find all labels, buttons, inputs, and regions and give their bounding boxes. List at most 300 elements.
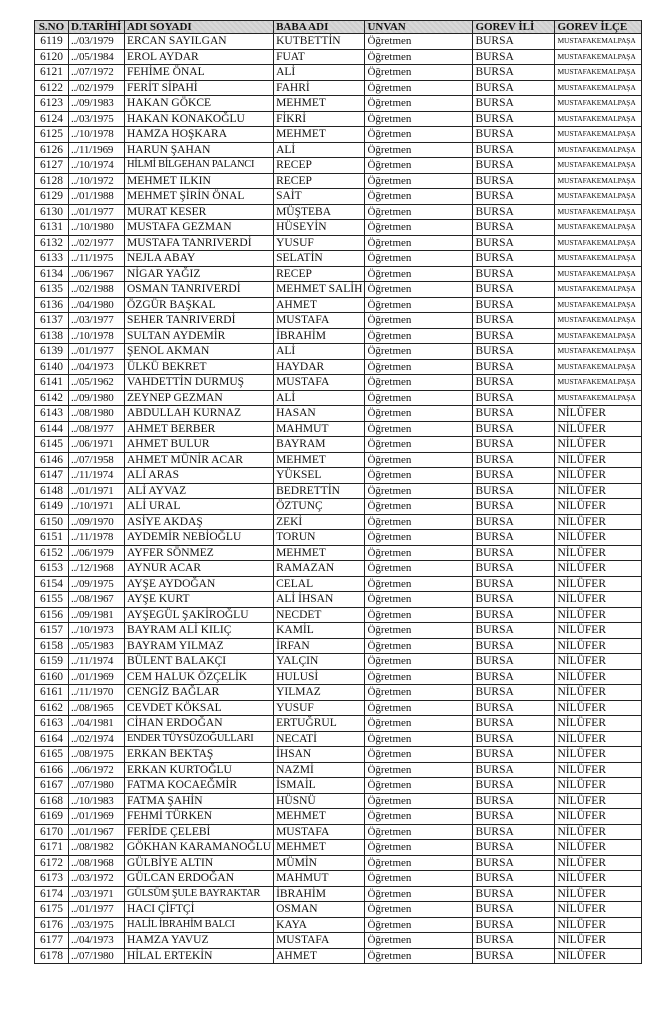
cell-full-name: AYŞEGÜL ŞAKİROĞLU: [125, 607, 274, 623]
table-row: [35, 592, 642, 608]
cell-full-name: HALİL İBRAHİM BALCI: [125, 917, 274, 933]
cell-district: NİLÜFER: [555, 545, 642, 561]
cell-full-name: CİHAN ERDOĞAN: [125, 716, 274, 732]
cell-birth-date: ../08/1977: [69, 421, 125, 437]
table-row: [35, 266, 642, 282]
cell-district: MUSTAFAKEMALPAŞA: [555, 344, 642, 360]
cell-province: BURSA: [473, 220, 555, 236]
cell-title: Öğretmen: [365, 716, 473, 732]
cell-district: MUSTAFAKEMALPAŞA: [555, 266, 642, 282]
cell-province: BURSA: [473, 530, 555, 546]
cell-father-name: KUTBETTİN: [274, 34, 365, 50]
cell-full-name: HAKAN GÖKCE: [125, 96, 274, 112]
cell-sno: 6150: [35, 514, 69, 530]
cell-title: Öğretmen: [365, 359, 473, 375]
cell-title: Öğretmen: [365, 328, 473, 344]
cell-district: NİLÜFER: [555, 778, 642, 794]
cell-province: BURSA: [473, 623, 555, 639]
cell-full-name: ABDULLAH KURNAZ: [125, 406, 274, 422]
table-row: [35, 685, 642, 701]
cell-province: BURSA: [473, 902, 555, 918]
cell-full-name: ZEYNEP GEZMAN: [125, 390, 274, 406]
header-full-name: ADI SOYADI: [125, 21, 274, 34]
cell-birth-date: ../09/1970: [69, 514, 125, 530]
cell-sno: 6121: [35, 65, 69, 81]
table-row: [35, 824, 642, 840]
cell-birth-date: ../01/1971: [69, 483, 125, 499]
table-row: [35, 437, 642, 453]
cell-father-name: RAMAZAN: [274, 561, 365, 577]
cell-title: Öğretmen: [365, 824, 473, 840]
cell-title: Öğretmen: [365, 251, 473, 267]
cell-birth-date: ../09/1980: [69, 390, 125, 406]
cell-sno: 6139: [35, 344, 69, 360]
cell-father-name: YÜKSEL: [274, 468, 365, 484]
cell-birth-date: ../10/1980: [69, 220, 125, 236]
cell-sno: 6143: [35, 406, 69, 422]
table-row: [35, 34, 642, 50]
cell-full-name: ŞENOL AKMAN: [125, 344, 274, 360]
cell-sno: 6129: [35, 189, 69, 205]
cell-district: MUSTAFAKEMALPAŞA: [555, 251, 642, 267]
cell-title: Öğretmen: [365, 375, 473, 391]
cell-sno: 6151: [35, 530, 69, 546]
table-row: [35, 344, 642, 360]
cell-father-name: RECEP: [274, 173, 365, 189]
cell-title: Öğretmen: [365, 437, 473, 453]
cell-district: NİLÜFER: [555, 700, 642, 716]
cell-full-name: ALİ AYVAZ: [125, 483, 274, 499]
cell-sno: 6160: [35, 669, 69, 685]
cell-district: NİLÜFER: [555, 468, 642, 484]
cell-district: NİLÜFER: [555, 623, 642, 639]
cell-full-name: CENGİZ BAĞLAR: [125, 685, 274, 701]
cell-birth-date: ../06/1979: [69, 545, 125, 561]
cell-father-name: CELAL: [274, 576, 365, 592]
cell-sno: 6167: [35, 778, 69, 794]
cell-province: BURSA: [473, 793, 555, 809]
table-row: [35, 638, 642, 654]
cell-father-name: OSMAN: [274, 902, 365, 918]
cell-birth-date: ../07/1980: [69, 948, 125, 964]
cell-full-name: GÜLSÜM ŞULE BAYRAKTAR: [125, 886, 274, 902]
cell-full-name: FERİT SİPAHİ: [125, 80, 274, 96]
table-row: [35, 421, 642, 437]
table-row: [35, 731, 642, 747]
cell-title: Öğretmen: [365, 762, 473, 778]
cell-birth-date: ../09/1983: [69, 96, 125, 112]
cell-province: BURSA: [473, 731, 555, 747]
cell-birth-date: ../06/1967: [69, 266, 125, 282]
cell-sno: 6152: [35, 545, 69, 561]
table-body: [35, 34, 642, 964]
table-row: [35, 933, 642, 949]
cell-sno: 6134: [35, 266, 69, 282]
cell-title: Öğretmen: [365, 747, 473, 763]
table-row: [35, 452, 642, 468]
cell-sno: 6163: [35, 716, 69, 732]
cell-birth-date: ../08/1982: [69, 840, 125, 856]
cell-sno: 6166: [35, 762, 69, 778]
cell-sno: 6127: [35, 158, 69, 174]
cell-district: NİLÜFER: [555, 793, 642, 809]
cell-father-name: MEHMET: [274, 452, 365, 468]
cell-title: Öğretmen: [365, 917, 473, 933]
cell-father-name: ALİ: [274, 65, 365, 81]
cell-father-name: MEHMET: [274, 840, 365, 856]
cell-district: NİLÜFER: [555, 933, 642, 949]
cell-sno: 6144: [35, 421, 69, 437]
cell-district: MUSTAFAKEMALPAŞA: [555, 220, 642, 236]
cell-title: Öğretmen: [365, 80, 473, 96]
table-row: [35, 204, 642, 220]
cell-full-name: CEVDET KÖKSAL: [125, 700, 274, 716]
cell-title: Öğretmen: [365, 266, 473, 282]
cell-full-name: MEHMET ILKIN: [125, 173, 274, 189]
cell-full-name: FERİDE ÇELEBİ: [125, 824, 274, 840]
cell-province: BURSA: [473, 855, 555, 871]
cell-province: BURSA: [473, 871, 555, 887]
cell-title: Öğretmen: [365, 297, 473, 313]
cell-birth-date: ../11/1970: [69, 685, 125, 701]
cell-title: Öğretmen: [365, 871, 473, 887]
cell-sno: 6147: [35, 468, 69, 484]
cell-father-name: İBRAHİM: [274, 886, 365, 902]
cell-province: BURSA: [473, 127, 555, 143]
cell-sno: 6164: [35, 731, 69, 747]
teacher-table: [34, 20, 642, 964]
cell-sno: 6130: [35, 204, 69, 220]
cell-father-name: İHSAN: [274, 747, 365, 763]
cell-district: NİLÜFER: [555, 809, 642, 825]
cell-province: BURSA: [473, 173, 555, 189]
cell-district: MUSTAFAKEMALPAŞA: [555, 297, 642, 313]
cell-sno: 6171: [35, 840, 69, 856]
cell-province: BURSA: [473, 607, 555, 623]
cell-birth-date: ../05/1962: [69, 375, 125, 391]
cell-district: MUSTAFAKEMALPAŞA: [555, 173, 642, 189]
cell-birth-date: ../03/1975: [69, 917, 125, 933]
cell-birth-date: ../03/1977: [69, 313, 125, 329]
cell-birth-date: ../08/1967: [69, 592, 125, 608]
cell-full-name: FATMA ŞAHİN: [125, 793, 274, 809]
cell-father-name: YUSUF: [274, 235, 365, 251]
cell-birth-date: ../03/1975: [69, 111, 125, 127]
cell-full-name: EROL AYDAR: [125, 49, 274, 65]
cell-full-name: ERKAN KURTOĞLU: [125, 762, 274, 778]
cell-father-name: MUSTAFA: [274, 824, 365, 840]
cell-province: BURSA: [473, 142, 555, 158]
cell-title: Öğretmen: [365, 173, 473, 189]
cell-father-name: ALİ: [274, 344, 365, 360]
cell-district: NİLÜFER: [555, 607, 642, 623]
table-row: [35, 483, 642, 499]
cell-title: Öğretmen: [365, 809, 473, 825]
cell-province: BURSA: [473, 359, 555, 375]
cell-birth-date: ../01/1977: [69, 344, 125, 360]
cell-birth-date: ../04/1973: [69, 359, 125, 375]
cell-birth-date: ../11/1978: [69, 530, 125, 546]
cell-title: Öğretmen: [365, 421, 473, 437]
cell-title: Öğretmen: [365, 592, 473, 608]
table-row: [35, 235, 642, 251]
cell-father-name: MUSTAFA: [274, 933, 365, 949]
table-row: [35, 173, 642, 189]
table-row: [35, 762, 642, 778]
cell-sno: 6131: [35, 220, 69, 236]
cell-father-name: MAHMUT: [274, 871, 365, 887]
cell-province: BURSA: [473, 344, 555, 360]
cell-full-name: BAYRAM ALİ KILIÇ: [125, 623, 274, 639]
table-row: [35, 499, 642, 515]
cell-province: BURSA: [473, 809, 555, 825]
cell-full-name: MUSTAFA TANRIVERDİ: [125, 235, 274, 251]
cell-birth-date: ../02/1977: [69, 235, 125, 251]
cell-birth-date: ../01/1977: [69, 902, 125, 918]
cell-full-name: AYŞE AYDOĞAN: [125, 576, 274, 592]
cell-father-name: AHMET: [274, 948, 365, 964]
cell-province: BURSA: [473, 499, 555, 515]
cell-father-name: ÖZTUNÇ: [274, 499, 365, 515]
cell-province: BURSA: [473, 297, 555, 313]
cell-district: MUSTAFAKEMALPAŞA: [555, 375, 642, 391]
header-district: GOREV İLÇE: [555, 21, 642, 34]
cell-province: BURSA: [473, 49, 555, 65]
cell-province: BURSA: [473, 483, 555, 499]
cell-birth-date: ../10/1972: [69, 173, 125, 189]
cell-title: Öğretmen: [365, 731, 473, 747]
cell-father-name: HÜSNÜ: [274, 793, 365, 809]
cell-birth-date: ../01/1967: [69, 824, 125, 840]
cell-district: MUSTAFAKEMALPAŞA: [555, 34, 642, 50]
cell-sno: 6123: [35, 96, 69, 112]
cell-title: Öğretmen: [365, 623, 473, 639]
cell-full-name: AHMET BERBER: [125, 421, 274, 437]
cell-sno: 6155: [35, 592, 69, 608]
table-row: [35, 654, 642, 670]
cell-birth-date: ../05/1983: [69, 638, 125, 654]
cell-full-name: BAYRAM YILMAZ: [125, 638, 274, 654]
cell-district: NİLÜFER: [555, 499, 642, 515]
cell-birth-date: ../01/1988: [69, 189, 125, 205]
cell-full-name: HAMZA YAVUZ: [125, 933, 274, 949]
cell-sno: 6173: [35, 871, 69, 887]
cell-father-name: NECATİ: [274, 731, 365, 747]
cell-title: Öğretmen: [365, 902, 473, 918]
cell-birth-date: ../10/1974: [69, 158, 125, 174]
cell-province: BURSA: [473, 933, 555, 949]
cell-sno: 6156: [35, 607, 69, 623]
cell-birth-date: ../05/1984: [69, 49, 125, 65]
cell-full-name: HARUN ŞAHAN: [125, 142, 274, 158]
table-row: [35, 111, 642, 127]
cell-district: MUSTAFAKEMALPAŞA: [555, 142, 642, 158]
cell-title: Öğretmen: [365, 483, 473, 499]
cell-father-name: MÜŞTEBA: [274, 204, 365, 220]
cell-father-name: MEHMET: [274, 96, 365, 112]
cell-province: BURSA: [473, 282, 555, 298]
cell-sno: 6153: [35, 561, 69, 577]
cell-full-name: HACI ÇİFTÇİ: [125, 902, 274, 918]
cell-father-name: ALİ: [274, 142, 365, 158]
cell-birth-date: ../07/1972: [69, 65, 125, 81]
table-row: [35, 468, 642, 484]
table-row: [35, 142, 642, 158]
cell-district: NİLÜFER: [555, 576, 642, 592]
cell-birth-date: ../03/1972: [69, 871, 125, 887]
cell-birth-date: ../09/1981: [69, 607, 125, 623]
cell-full-name: CEM HALUK ÖZÇELİK: [125, 669, 274, 685]
table-row: [35, 886, 642, 902]
cell-full-name: ERCAN SAYILGAN: [125, 34, 274, 50]
cell-title: Öğretmen: [365, 96, 473, 112]
cell-title: Öğretmen: [365, 142, 473, 158]
cell-province: BURSA: [473, 824, 555, 840]
cell-province: BURSA: [473, 592, 555, 608]
cell-province: BURSA: [473, 778, 555, 794]
cell-sno: 6135: [35, 282, 69, 298]
table-row: [35, 251, 642, 267]
cell-title: Öğretmen: [365, 576, 473, 592]
cell-sno: 6146: [35, 452, 69, 468]
cell-district: NİLÜFER: [555, 685, 642, 701]
cell-father-name: YILMAZ: [274, 685, 365, 701]
cell-province: BURSA: [473, 375, 555, 391]
cell-birth-date: ../11/1974: [69, 468, 125, 484]
cell-father-name: AHMET: [274, 297, 365, 313]
cell-birth-date: ../11/1969: [69, 142, 125, 158]
table-row: [35, 313, 642, 329]
cell-district: NİLÜFER: [555, 638, 642, 654]
cell-province: BURSA: [473, 452, 555, 468]
cell-birth-date: ../10/1978: [69, 328, 125, 344]
cell-sno: 6126: [35, 142, 69, 158]
table-row: [35, 902, 642, 918]
cell-district: NİLÜFER: [555, 747, 642, 763]
cell-province: BURSA: [473, 561, 555, 577]
cell-full-name: ASİYE AKDAŞ: [125, 514, 274, 530]
table-row: [35, 375, 642, 391]
cell-birth-date: ../06/1971: [69, 437, 125, 453]
cell-father-name: MUSTAFA: [274, 375, 365, 391]
cell-sno: 6168: [35, 793, 69, 809]
table-row: [35, 390, 642, 406]
cell-province: BURSA: [473, 514, 555, 530]
cell-province: BURSA: [473, 437, 555, 453]
cell-sno: 6162: [35, 700, 69, 716]
cell-province: BURSA: [473, 406, 555, 422]
cell-title: Öğretmen: [365, 530, 473, 546]
table-row: [35, 623, 642, 639]
cell-full-name: AYNUR ACAR: [125, 561, 274, 577]
cell-birth-date: ../03/1971: [69, 886, 125, 902]
cell-father-name: İSMAİL: [274, 778, 365, 794]
cell-sno: 6128: [35, 173, 69, 189]
table-row: [35, 65, 642, 81]
table-row: [35, 809, 642, 825]
cell-sno: 6154: [35, 576, 69, 592]
cell-district: MUSTAFAKEMALPAŞA: [555, 158, 642, 174]
cell-district: NİLÜFER: [555, 421, 642, 437]
cell-title: Öğretmen: [365, 638, 473, 654]
cell-birth-date: ../06/1972: [69, 762, 125, 778]
cell-sno: 6122: [35, 80, 69, 96]
cell-father-name: ALİ: [274, 390, 365, 406]
table-row: [35, 80, 642, 96]
table-row: [35, 917, 642, 933]
table-row: [35, 576, 642, 592]
cell-title: Öğretmen: [365, 840, 473, 856]
cell-father-name: YALÇIN: [274, 654, 365, 670]
table-row: [35, 220, 642, 236]
cell-full-name: NEJLA ABAY: [125, 251, 274, 267]
cell-father-name: BAYRAM: [274, 437, 365, 453]
cell-title: Öğretmen: [365, 561, 473, 577]
cell-district: NİLÜFER: [555, 871, 642, 887]
cell-province: BURSA: [473, 34, 555, 50]
cell-province: BURSA: [473, 313, 555, 329]
cell-full-name: FEHMİ TÜRKEN: [125, 809, 274, 825]
cell-province: BURSA: [473, 390, 555, 406]
header-sno: S.NO: [35, 21, 69, 34]
cell-title: Öğretmen: [365, 344, 473, 360]
cell-district: NİLÜFER: [555, 654, 642, 670]
table-row: [35, 406, 642, 422]
cell-birth-date: ../08/1980: [69, 406, 125, 422]
cell-full-name: SULTAN AYDEMİR: [125, 328, 274, 344]
table-row: [35, 359, 642, 375]
cell-sno: 6140: [35, 359, 69, 375]
cell-title: Öğretmen: [365, 235, 473, 251]
header-province: GOREV İLİ: [473, 21, 555, 34]
cell-district: NİLÜFER: [555, 592, 642, 608]
cell-title: Öğretmen: [365, 406, 473, 422]
cell-province: BURSA: [473, 948, 555, 964]
cell-province: BURSA: [473, 421, 555, 437]
cell-birth-date: ../08/1965: [69, 700, 125, 716]
cell-father-name: MAHMUT: [274, 421, 365, 437]
cell-province: BURSA: [473, 576, 555, 592]
table-row: [35, 189, 642, 205]
cell-title: Öğretmen: [365, 685, 473, 701]
table-row: [35, 297, 642, 313]
cell-sno: 6149: [35, 499, 69, 515]
cell-father-name: YUSUF: [274, 700, 365, 716]
cell-birth-date: ../08/1975: [69, 747, 125, 763]
cell-birth-date: ../04/1973: [69, 933, 125, 949]
cell-father-name: SAİT: [274, 189, 365, 205]
cell-birth-date: ../02/1974: [69, 731, 125, 747]
cell-district: MUSTAFAKEMALPAŞA: [555, 189, 642, 205]
table-row: [35, 871, 642, 887]
cell-sno: 6157: [35, 623, 69, 639]
cell-province: BURSA: [473, 65, 555, 81]
cell-province: BURSA: [473, 917, 555, 933]
cell-birth-date: ../02/1988: [69, 282, 125, 298]
cell-district: NİLÜFER: [555, 902, 642, 918]
cell-province: BURSA: [473, 638, 555, 654]
cell-district: NİLÜFER: [555, 731, 642, 747]
cell-sno: 6136: [35, 297, 69, 313]
cell-title: Öğretmen: [365, 189, 473, 205]
cell-birth-date: ../10/1978: [69, 127, 125, 143]
cell-title: Öğretmen: [365, 793, 473, 809]
table-row: [35, 607, 642, 623]
cell-birth-date: ../01/1977: [69, 204, 125, 220]
cell-province: BURSA: [473, 747, 555, 763]
cell-full-name: BÜLENT BALAKÇI: [125, 654, 274, 670]
cell-full-name: HAMZA HOŞKARA: [125, 127, 274, 143]
